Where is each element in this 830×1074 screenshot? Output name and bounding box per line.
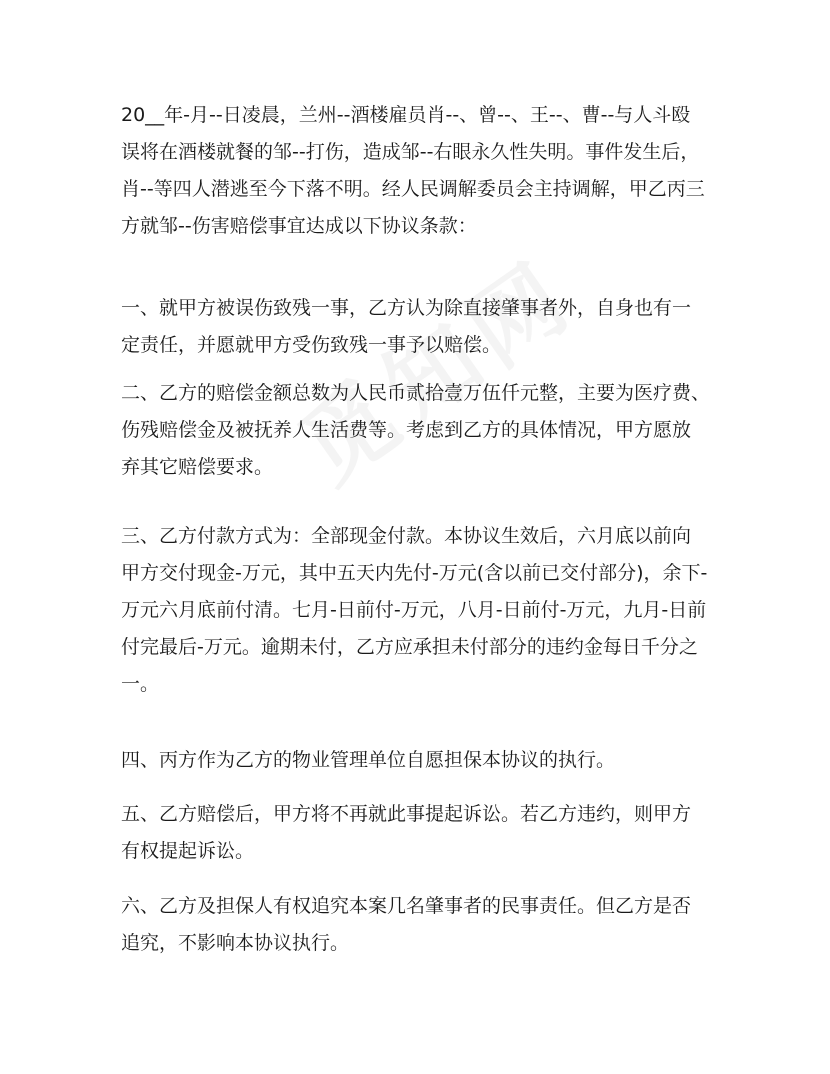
- text-line: 一。: [121, 673, 160, 695]
- text-line: 弃其它赔偿要求。: [121, 456, 274, 478]
- paragraph-clause-6: [121, 888, 691, 962]
- text-line: 误将在酒楼就餐的邹--打伤，造成邹--右眼永久性失明。事件发生后，: [121, 141, 700, 163]
- text-line: 万元六月底前付清。七月-日前付-万元，八月-日前付-万元，九月-日前: [121, 599, 707, 621]
- text-line: 六、乙方及担保人有权追究本案几名肇事者的民事责任。但乙方是否: [121, 895, 692, 917]
- paragraph-intro: [121, 97, 705, 245]
- text-line: 20__年-月--日凌晨，兰州--酒楼雇员肖--、曾--、王--、曹--与人斗殴: [121, 104, 691, 126]
- text-line: 二、乙方的赔偿金额总数为人民币贰拾壹万伍仟元整，主要为医疗费、: [121, 382, 711, 404]
- paragraph-clause-3: [121, 518, 707, 703]
- text-line: 付完最后-万元。逾期未付，乙方应承担未付部分的违约金每日千分之: [121, 636, 698, 658]
- text-line: 肖--等四人潜逃至今下落不明。经人民调解委员会主持调解，甲乙丙三: [121, 178, 705, 200]
- text-line: 五、乙方赔偿后，甲方将不再就此事提起诉讼。若乙方违约，则甲方: [121, 803, 692, 825]
- text-line: 四、丙方作为乙方的物业管理单位自愿担保本协议的执行。: [121, 749, 616, 771]
- text-line: 一、就甲方被误伤致残一事，乙方认为除直接肇事者外，自身也有一: [121, 297, 692, 319]
- text-line: 三、乙方付款方式为：全部现金付款。本协议生效后，六月底以前向: [121, 525, 692, 547]
- paragraph-clause-2: [121, 375, 710, 486]
- text-line: 甲方交付现金-万元，其中五天内先付-万元(含以前已交付部分)，余下-: [121, 562, 708, 584]
- paragraph-clause-4: [121, 742, 615, 779]
- text-line: 伤残赔偿金及被抚养人生活费等。考虑到乙方的具体情况，甲方愿放: [121, 419, 692, 441]
- text-line: 有权提起诉讼。: [121, 840, 255, 862]
- text-line: 追究，不影响本协议执行。: [121, 932, 350, 954]
- text-line: 定责任，并愿就甲方受伤致残一事予以赔偿。: [121, 334, 502, 356]
- paragraph-clause-1: [121, 290, 691, 364]
- paragraph-clause-5: [121, 796, 691, 870]
- text-line: 方就邹--伤害赔偿事宜达成以下协议条款：: [121, 215, 477, 237]
